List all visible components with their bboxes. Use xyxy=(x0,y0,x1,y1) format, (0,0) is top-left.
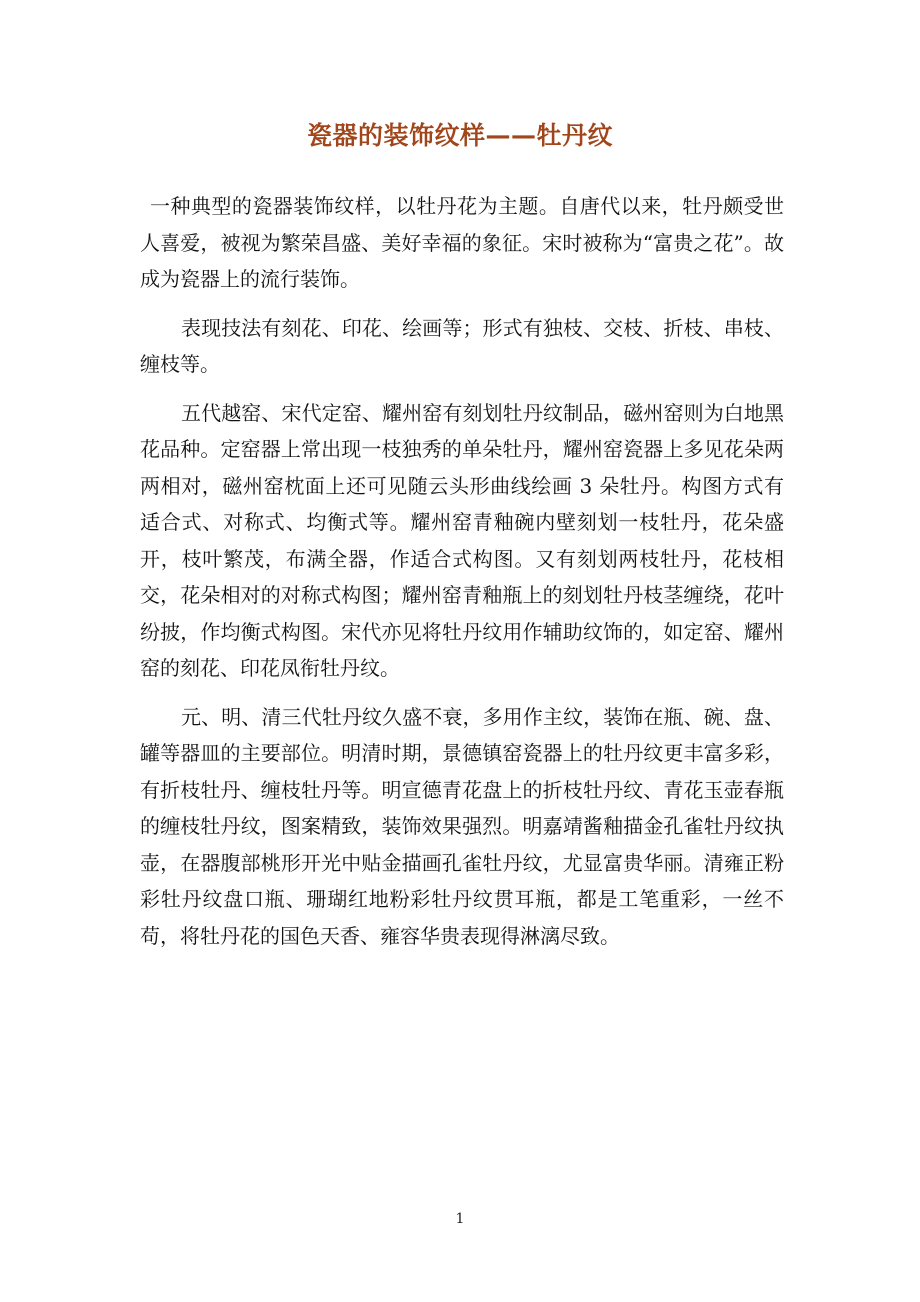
paragraph-intro: 一种典型的瓷器装饰纹样，以牡丹花为主题。自唐代以来，牡丹颇受世人喜爱，被视为繁荣昌盛、美好幸福的象征。宋时被称为“富贵之花”。故成为瓷器上的流行装饰。 xyxy=(140,194,784,291)
paragraph-yuan-ming-qing: 元、明、清三代牡丹纹久盛不衰，多用作主纹，装饰在瓶、碗、盘、罐等器皿的主要部位。明清时期，景德镇窑瓷器上的牡丹纹更丰富多彩，有折枝牡丹、缠枝牡丹等。明宣德青花盘上的折枝牡丹纹、青花玉壶春瓶的缠枝牡丹纹，图案精致，装饰效果强烈。明嘉靖酱釉描金孔雀牡丹纹执壶，在器腹部桃形开光中贴金描画孔雀牡丹纹，尤显富贵华丽。清雍正粉彩牡丹纹盘口瓶、珊瑚红地粉彩牡丹纹贯耳瓶，都是工笔重彩，一丝不苟，将牡丹花的国色天香、雍容华贵表现得淋漓尽致。 xyxy=(140,704,784,948)
page-number: 1 xyxy=(455,1211,465,1227)
document-body xyxy=(140,188,784,966)
paragraph-techniques: 表现技法有刻花、印花、绘画等；形式有独枝、交枝、折枝、串枝、缠枝等。 xyxy=(140,315,784,376)
document-title: 瓷器的装饰纹样——牡丹纹 xyxy=(306,121,613,150)
paragraph-song-dynasty: 五代越窑、宋代定窑、耀州窑有刻划牡丹纹制品，磁州窑则为白地黑花品种。定窑器上常出现一枝独秀的单朵牡丹，耀州窑瓷器上多见花朵两两相对，磁州窑枕面上还可见随云头形曲线绘画 3 朵牡丹。构图方式有适合式、对称式、均衡式等。耀州窑青釉碗内壁刻划一枝牡丹，花朵盛开，枝叶繁茂，布满全器，作适合式构图。又有刻划两枝牡丹，花枝相交，花朵相对的对称式构图；耀州窑青釉瓶上的刻划牡丹枝茎缠绕，花叶纷披，作均衡式构图。宋代亦见将牡丹纹用作辅助纹饰的，如定窑、耀州窑的刻花、印花凤衔牡丹纹。 xyxy=(140,400,784,680)
